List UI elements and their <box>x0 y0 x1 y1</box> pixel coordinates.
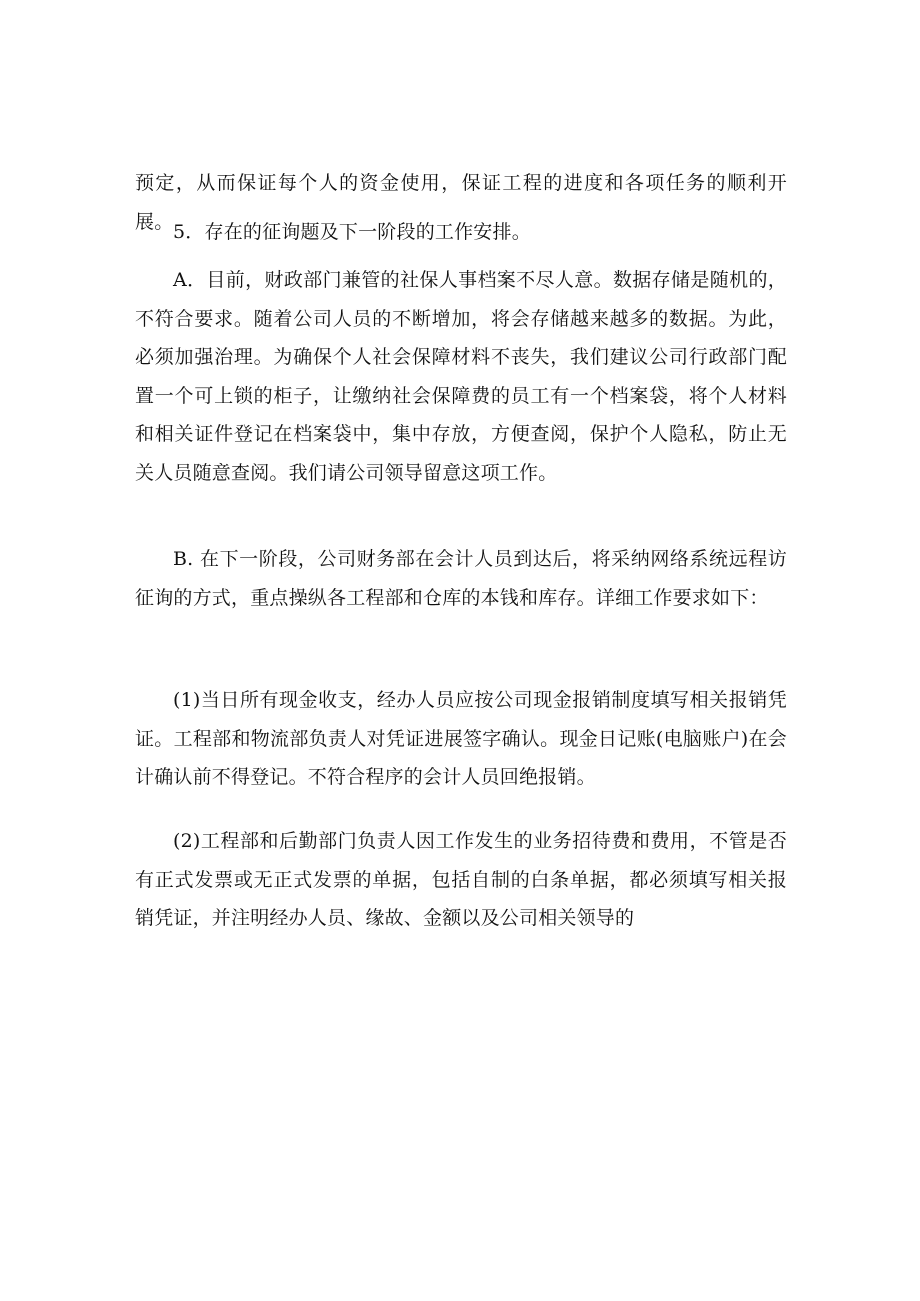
paragraph-continuation: 预定，从而保证每个人的资金使用，保证工程的进度和各项任务的顺利开展。 <box>135 172 787 233</box>
paragraph-item-b: B. 在下一阶段，公司财务部在会计人员到达后，将采纳网络系统远程访征询的方式，重点操纵各工程部和仓库的本钱和库存。详细工作要求如下： <box>135 548 787 609</box>
paragraph-item-2: (2)工程部和后勤部门负责人因工作发生的业务招待费和费用，不管是否有正式发票或无正式发票的单据，包括自制的白条单据，都必须填写相关报销凭证，并注明经办人员、缘故、金额以及公司相关领导的 <box>135 830 787 929</box>
section-heading-5: 5．存在的征询题及下一阶段的工作安排。 <box>173 221 531 243</box>
paragraph-item-a: A．目前，财政部门兼管的社保人事档案不尽人意。数据存储是随机的，不符合要求。随着公司人员的不断增加，将会存储越来越多的数据。为此，必须加强治理。为确保个人社会保障材料不丧失，我们建议公司行政部门配置一个可上锁的柜子，让缴纳社会保障费的员工有一个档案袋，将个人材料和相关证件登记在档案袋中，集中存放，方便查阅，保护个人隐私，防止无关人员随意查阅。我们请公司领导留意这项工作。 <box>135 269 787 484</box>
paragraph-item-1: (1)当日所有现金收支，经办人员应按公司现金报销制度填写相关报销凭证。工程部和物流部负责人对凭证进展签字确认。现金日记账(电脑账户)在会计确认前不得登记。不符合程序的会计人员回绝报销。 <box>135 689 787 788</box>
